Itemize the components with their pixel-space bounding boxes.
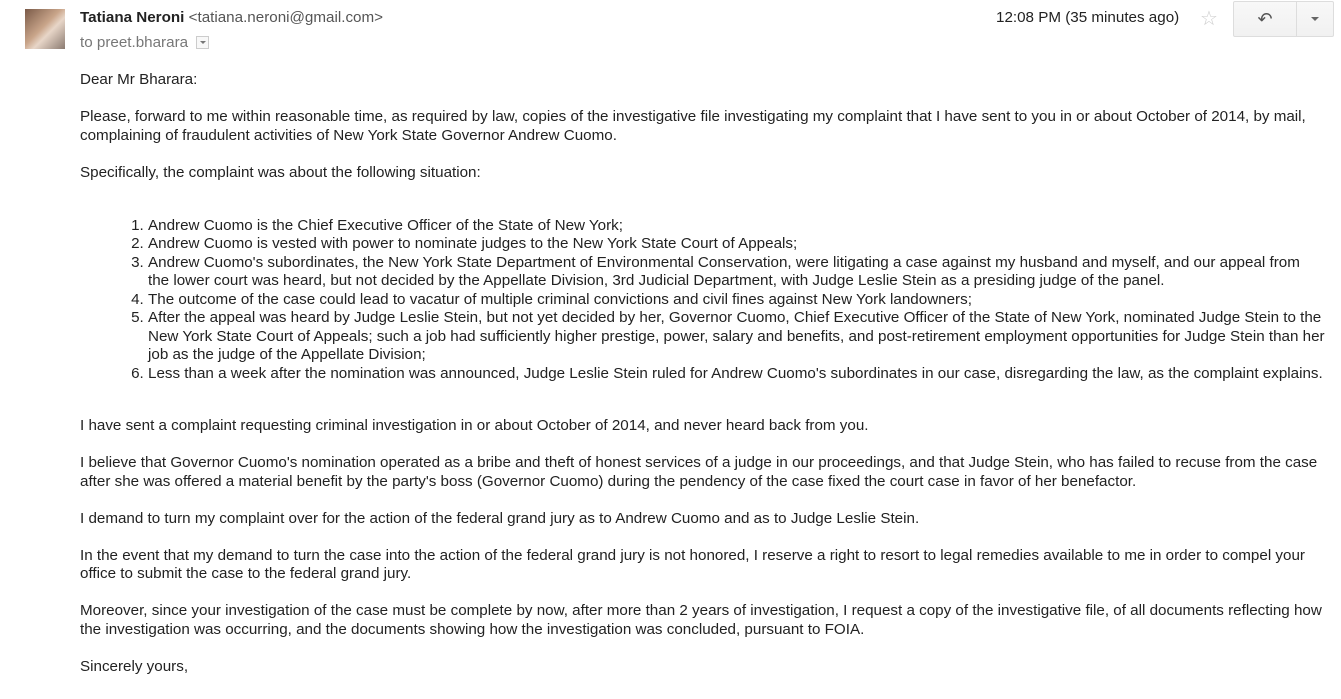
- recipient-text: to preet.bharara: [80, 34, 189, 51]
- list-item: 2. Andrew Cuomo is vested with power to nominate judges to the New York State Court of Appeals;: [148, 235, 1325, 254]
- paragraph: Moreover, since your investigation of the case must be complete by now, after more than 2 years of investigation, I request a copy of the investigative file, of all documents reflecting how the investigation was occurring, and the documents showing how the investigation was concluded, pursuant to FOIA.: [80, 602, 1322, 638]
- star-icon[interactable]: ☆: [1200, 8, 1218, 30]
- list-item: 5. After the appeal was heard by Judge Leslie Stein, but not yet decided by her, Governor Cuomo, Chief Executive Officer of the State of New York, nominated Judge Stein to the New York State Court of Appeals; such a job had sufficiently higher prestige, power, salary and benefits, and post-retirement employment opportunities for Judge Stein than her job as the judge of the Appellate Division;: [148, 309, 1325, 365]
- paragraph: Specifically, the complaint was about the following situation:: [80, 163, 481, 181]
- paragraph: Please, forward to me within reasonable time, as required by law, copies of the investigative file investigating my complaint that I have sent to you in or about October of 2014, by mail, complaining of fraudulent activities of New York State Governor Andrew Cuomo.: [80, 108, 1306, 144]
- reply-icon: ↶: [1257, 8, 1273, 29]
- message-body: [80, 71, 1325, 695]
- list-item: 3. Andrew Cuomo's subordinates, the New York State Department of Environmental Conservation, were litigating a case against my husband and myself, and our appeal from the lower court was heard, but not decided by the Appellate Division, 3rd Judicial Department, with Judge Leslie Stein as a presiding judge of the panel.: [148, 254, 1325, 291]
- sender-email: <tatiana.neroni@gmail.com>: [188, 9, 384, 26]
- more-options-button[interactable]: [1297, 2, 1333, 36]
- reply-button[interactable]: [1234, 2, 1297, 36]
- sender-name: Tatiana Neroni: [80, 9, 185, 26]
- list-item: 1. Andrew Cuomo is the Chief Executive Officer of the State of New York;: [148, 217, 1325, 236]
- show-details-dropdown[interactable]: [196, 36, 209, 49]
- sender-avatar: [25, 9, 65, 49]
- list-item: 4. The outcome of the case could lead to vacatur of multiple criminal convictions and civil fines against New York landowners;: [148, 291, 1325, 310]
- list-item: 6. Less than a week after the nomination was announced, Judge Leslie Stein ruled for Andrew Cuomo's subordinates in our case, disregarding the law, as the complaint explains.: [148, 365, 1325, 384]
- sender: [80, 9, 383, 26]
- paragraph: In the event that my demand to turn the case into the action of the federal grand jury is not honored, I reserve a right to resort to legal remedies available to me in order to compel your office to submit the case to the federal grand jury.: [80, 546, 1305, 582]
- paragraph: I have sent a complaint requesting criminal investigation in or about October of 2014, and never heard back from you.: [80, 417, 869, 434]
- reply-button-group: [1233, 1, 1334, 37]
- timestamp: 12:08 PM (35 minutes ago): [996, 9, 1180, 26]
- greeting: Dear Mr Bharara:: [80, 71, 198, 88]
- complaint-list: [80, 217, 1325, 384]
- recipients: [80, 34, 209, 51]
- closing: Sincerely yours,: [80, 657, 189, 675]
- paragraph: I believe that Governor Cuomo's nomination operated as a bribe and theft of honest services of a judge in our proceedings, and that Judge Stein, who has failed to recuse from the case after she was offered a material benefit by the party's boss (Governor Cuomo) during the pendency of the case fixed the court case in favor of her benefactor.: [80, 454, 1318, 490]
- paragraph: I demand to turn my complaint over for the action of the federal grand jury as to Andrew Cuomo and as to Judge Leslie Stein.: [80, 509, 920, 527]
